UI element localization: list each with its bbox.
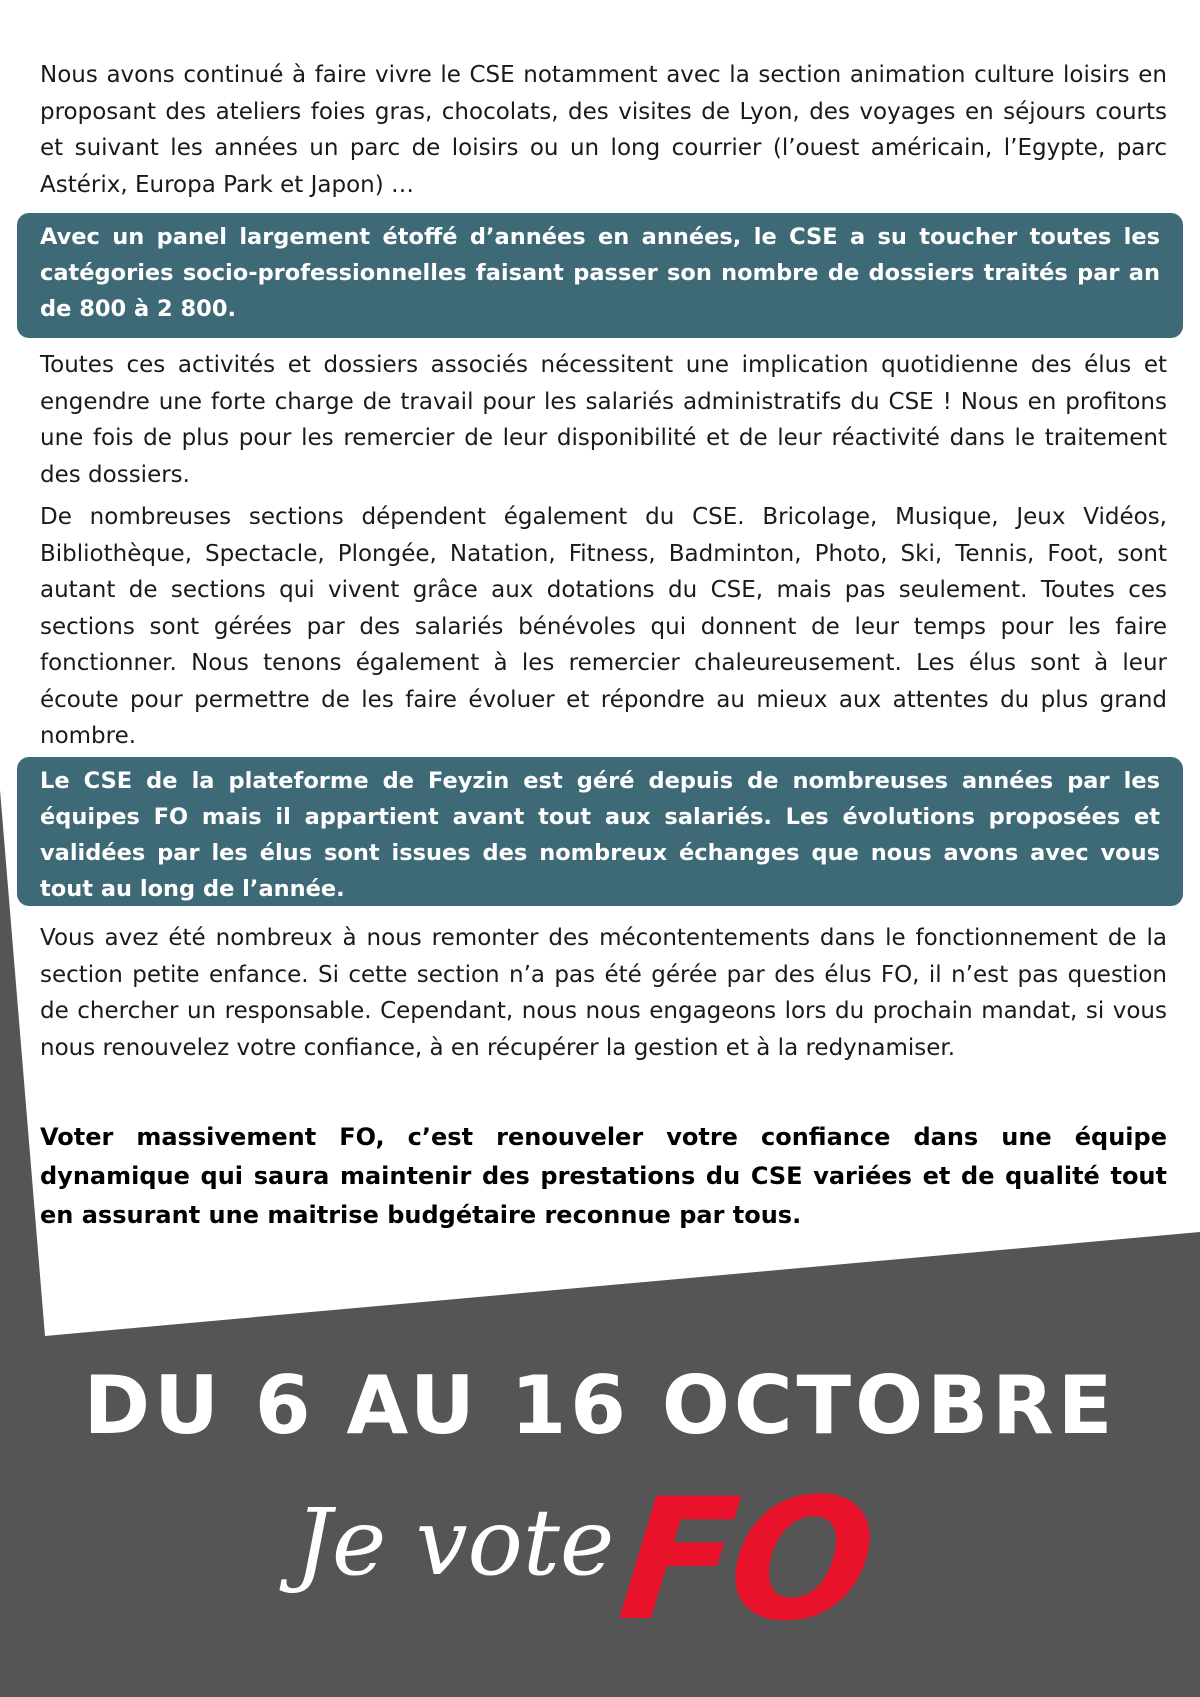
intro-paragraph: Nous avons continué à faire vivre le CSE notamment avec la section animation culture loisirs en proposant des ateliers foies gras, chocolats, des visites de Lyon, des voyages en séjours courts et suivant les années un parc de loisirs ou un long courrier (l’ouest américain, l’Egypte, parc Astérix, Europa Park et Japon) … xyxy=(40,62,1167,198)
highlight-text-feyzin: Le CSE de la plateforme de Feyzin est géré depuis de nombreuses années par les équipes FO mais il appartient avant tout aux salariés. Les évolutions proposées et validées par les élus sont issues des nombreux échanges que nous avons avec vous tout au long de l’année. xyxy=(40,768,1160,902)
conclusion-paragraph: Voter massivement FO, c’est renouveler votre confiance dans une équipe dynamique qui saura maintenir des prestations du CSE variées et de qualité tout en assurant une maitrise budgétaire reconnue par tous. xyxy=(40,1123,1167,1229)
fo-logo: FO xyxy=(611,1462,878,1658)
sections-paragraph: De nombreuses sections dépendent également du CSE. Bricolage, Musique, Jeux Vidéos, Bibliothèque, Spectacle, Plongée, Natation, Fitness, Badminton, Photo, Ski, Tennis, Foot, sont autant de sections qui vivent grâce aux dotations du CSE, mais pas seulement. Toutes ces sections sont gérées par des salariés bénévoles qui donnent de leur temps pour les faire fonctionner. Nous tenons également à les remercier chaleureusement. Les élus sont à leur écoute pour permettre de les faire évoluer et répondre au mieux aux attentes du plus grand nombre. xyxy=(40,504,1167,749)
highlight-box-feyzin xyxy=(17,757,1183,906)
highlight-text-dossiers: Avec un panel largement étoffé d’années en années, le CSE a su toucher toutes les catégories socio-professionnelles faisant passer son nombre de dossiers traités par an de 800 à 2 800. xyxy=(40,224,1160,322)
election-dates-heading: DU 6 AU 16 OCTOBRE xyxy=(83,1359,1117,1452)
activities-paragraph: Toutes ces activités et dossiers associés nécessitent une implication quotidienne des élus et engendre une forte charge de travail pour les salariés administratifs du CSE ! Nous en profitons une fois de plus pour les remercier de leur disponibilité et de leur réactivité dans le traitement des dossiers. xyxy=(40,352,1167,488)
je-vote-slogan: Je vote xyxy=(295,1489,615,1596)
highlight-box-dossiers xyxy=(17,213,1183,338)
petite-enfance-paragraph: Vous avez été nombreux à nous remonter des mécontentements dans le fonctionnement de la section petite enfance. Si cette section n’a pas été gérée par des élus FO, il n’est pas question de chercher un responsable. Cependant, nous nous engageons lors du prochain mandat, si vous nous renouvelez votre confiance, à en récupérer la gestion et à la redynamiser. xyxy=(40,925,1167,1061)
